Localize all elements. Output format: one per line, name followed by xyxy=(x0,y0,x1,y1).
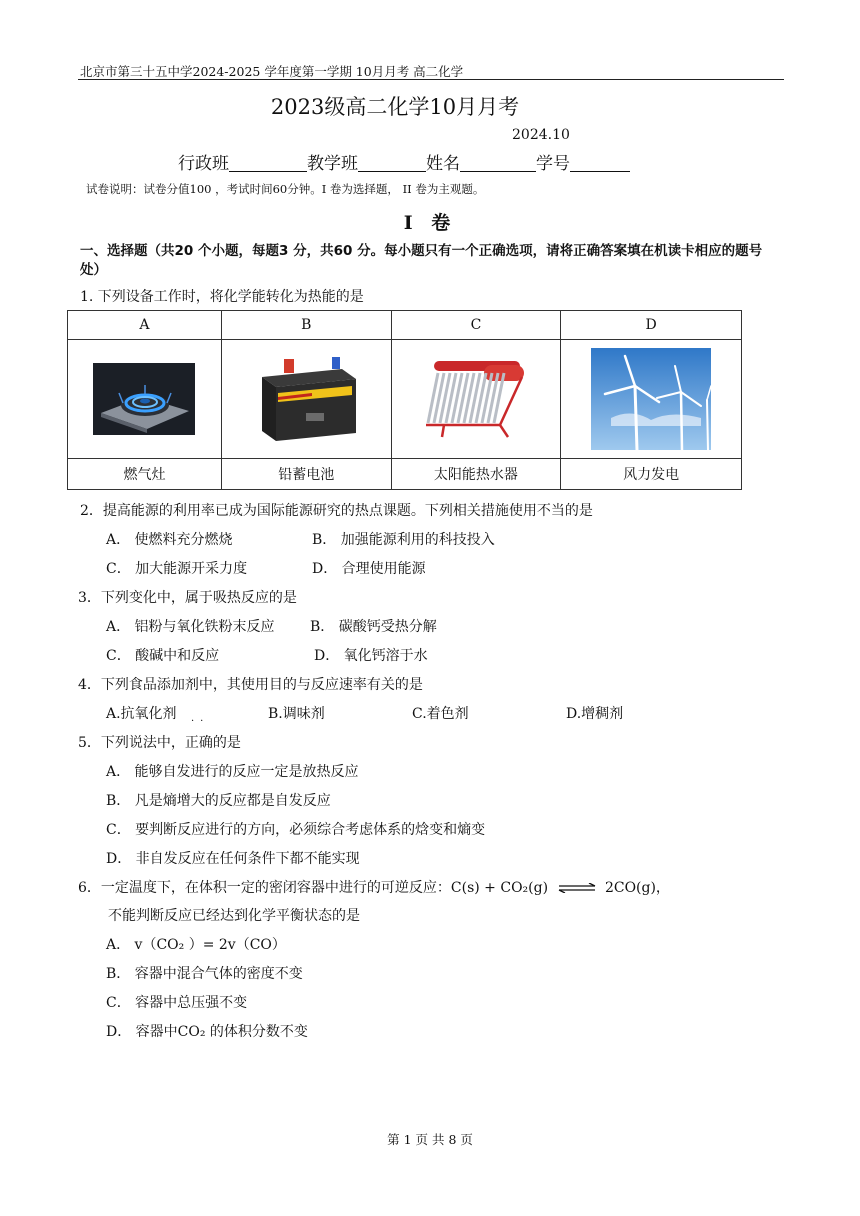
teach-class-blank[interactable] xyxy=(358,153,426,172)
q1-device-table xyxy=(67,310,742,490)
q1-col-d: D xyxy=(561,311,742,340)
q3-option-c: C． 酸碱中和反应 xyxy=(106,648,220,664)
gas-stove-icon xyxy=(93,363,195,435)
wind-turbine-icon xyxy=(591,348,711,450)
q2-stem: 2．提高能源的利用率已成为国际能源研究的热点课题。下列相关措施使用不当的是 xyxy=(80,503,593,519)
q5-option-d: D． 非自发反应在任何条件下都不能实现 xyxy=(106,851,360,867)
q6-option-d: D． 容器中CO₂ 的体积分数不变 xyxy=(106,1024,308,1040)
q4-option-c: C.着色剂 xyxy=(412,706,469,722)
emphasis-dots: ·· xyxy=(191,716,210,727)
q3-option-a: A． 铝粉与氧化铁粉末反应 xyxy=(106,619,275,635)
q6-stem xyxy=(78,877,670,897)
name-blank[interactable] xyxy=(460,153,536,172)
header-divider xyxy=(78,79,784,80)
student-id-blank[interactable] xyxy=(570,153,630,172)
q1-label-c: 太阳能热水器 xyxy=(391,459,561,490)
q1-label-d: 风力发电 xyxy=(561,459,742,490)
admin-class-blank[interactable] xyxy=(229,153,307,172)
lead-battery-icon xyxy=(252,355,360,443)
q6-stem-main: 6．一定温度下，在体积一定的密闭容器中进行的可逆反应：C(s) + CO₂(g) xyxy=(78,880,549,896)
q1-label-a: 燃气灶 xyxy=(68,459,222,490)
q1-stem: 1. 下列设备工作时，将化学能转化为热能的是 xyxy=(80,289,364,305)
q1-col-b: B xyxy=(221,311,391,340)
student-id-label: 学号 xyxy=(536,154,570,174)
q2-option-d: D． 合理使用能源 xyxy=(312,561,426,577)
q5-stem: 5．下列说法中，正确的是 xyxy=(78,735,241,751)
q3-stem: 3．下列变化中，属于吸热反应的是 xyxy=(78,590,297,606)
q1-image-d-cell xyxy=(561,340,742,459)
q1-col-a: A xyxy=(68,311,222,340)
q4-option-b: B.调味剂 xyxy=(268,706,325,722)
q4-option-d: D.增稠剂 xyxy=(566,706,624,722)
q1-image-a-cell xyxy=(68,340,222,459)
q1-label-b: 铅蓄电池 xyxy=(221,459,391,490)
page-header: 北京市第三十五中学2024-2025 学年度第一学期 10月月考 高二化学 xyxy=(80,64,464,79)
teach-class-label: 教学班 xyxy=(307,154,358,174)
student-info-line xyxy=(178,149,630,174)
section-heading: 一、选择题（共20 个小题，每题3 分，共60 分。每小题只有一个正确选项，请将正确答案填在机读卡相应的题号处） xyxy=(80,243,763,278)
q2-option-b: B． 加强能源利用的科技投入 xyxy=(312,532,495,548)
admin-class-label: 行政班 xyxy=(178,154,229,174)
q6-option-c: C． 容器中总压强不变 xyxy=(106,995,248,1011)
q2-option-c: C． 加大能源开采力度 xyxy=(106,561,248,577)
q5-option-b: B． 凡是熵增大的反应都是自发反应 xyxy=(106,793,331,809)
q4-stem: 4．下列食品添加剂中，其使用目的与反应速率有关的是 xyxy=(78,677,423,693)
exam-instructions: 试卷说明：试卷分值100 ，考试时间60分钟。I 卷为选择题， II 卷为主观题。 xyxy=(86,182,485,196)
q4-option-a: A.抗氧化剂 xyxy=(106,706,177,722)
equilibrium-arrow-icon xyxy=(557,883,597,893)
name-label: 姓名 xyxy=(426,154,460,174)
exam-title: 2023级高二化学10月月考 xyxy=(270,95,520,119)
q6-stem-tail: 2CO(g)， xyxy=(604,880,670,896)
q3-option-b: B． 碳酸钙受热分解 xyxy=(310,619,437,635)
exam-date: 2024.10 xyxy=(512,127,570,143)
volume-heading: I 卷 xyxy=(403,212,457,234)
q5-option-c: C． 要判断反应进行的方向，必须综合考虑体系的焓变和熵变 xyxy=(106,822,486,838)
q1-col-c: C xyxy=(391,311,561,340)
q2-option-a: A． 使燃料充分燃烧 xyxy=(106,532,233,548)
q3-option-d: D． 氧化钙溶于水 xyxy=(314,648,428,664)
q1-image-c-cell xyxy=(391,340,561,459)
q1-image-b-cell xyxy=(221,340,391,459)
q6-option-b: B． 容器中混合气体的密度不变 xyxy=(106,966,303,982)
page-footer: 第 1 页 共 8 页 xyxy=(387,1132,473,1147)
solar-water-heater-icon xyxy=(424,357,528,441)
q6-option-a: A． v（CO₂ ）= 2v（CO） xyxy=(106,937,286,953)
q6-stem-line2: 不能判断反应已经达到化学平衡状态的是 xyxy=(108,908,360,924)
q5-option-a: A． 能够自发进行的反应一定是放热反应 xyxy=(106,764,359,780)
